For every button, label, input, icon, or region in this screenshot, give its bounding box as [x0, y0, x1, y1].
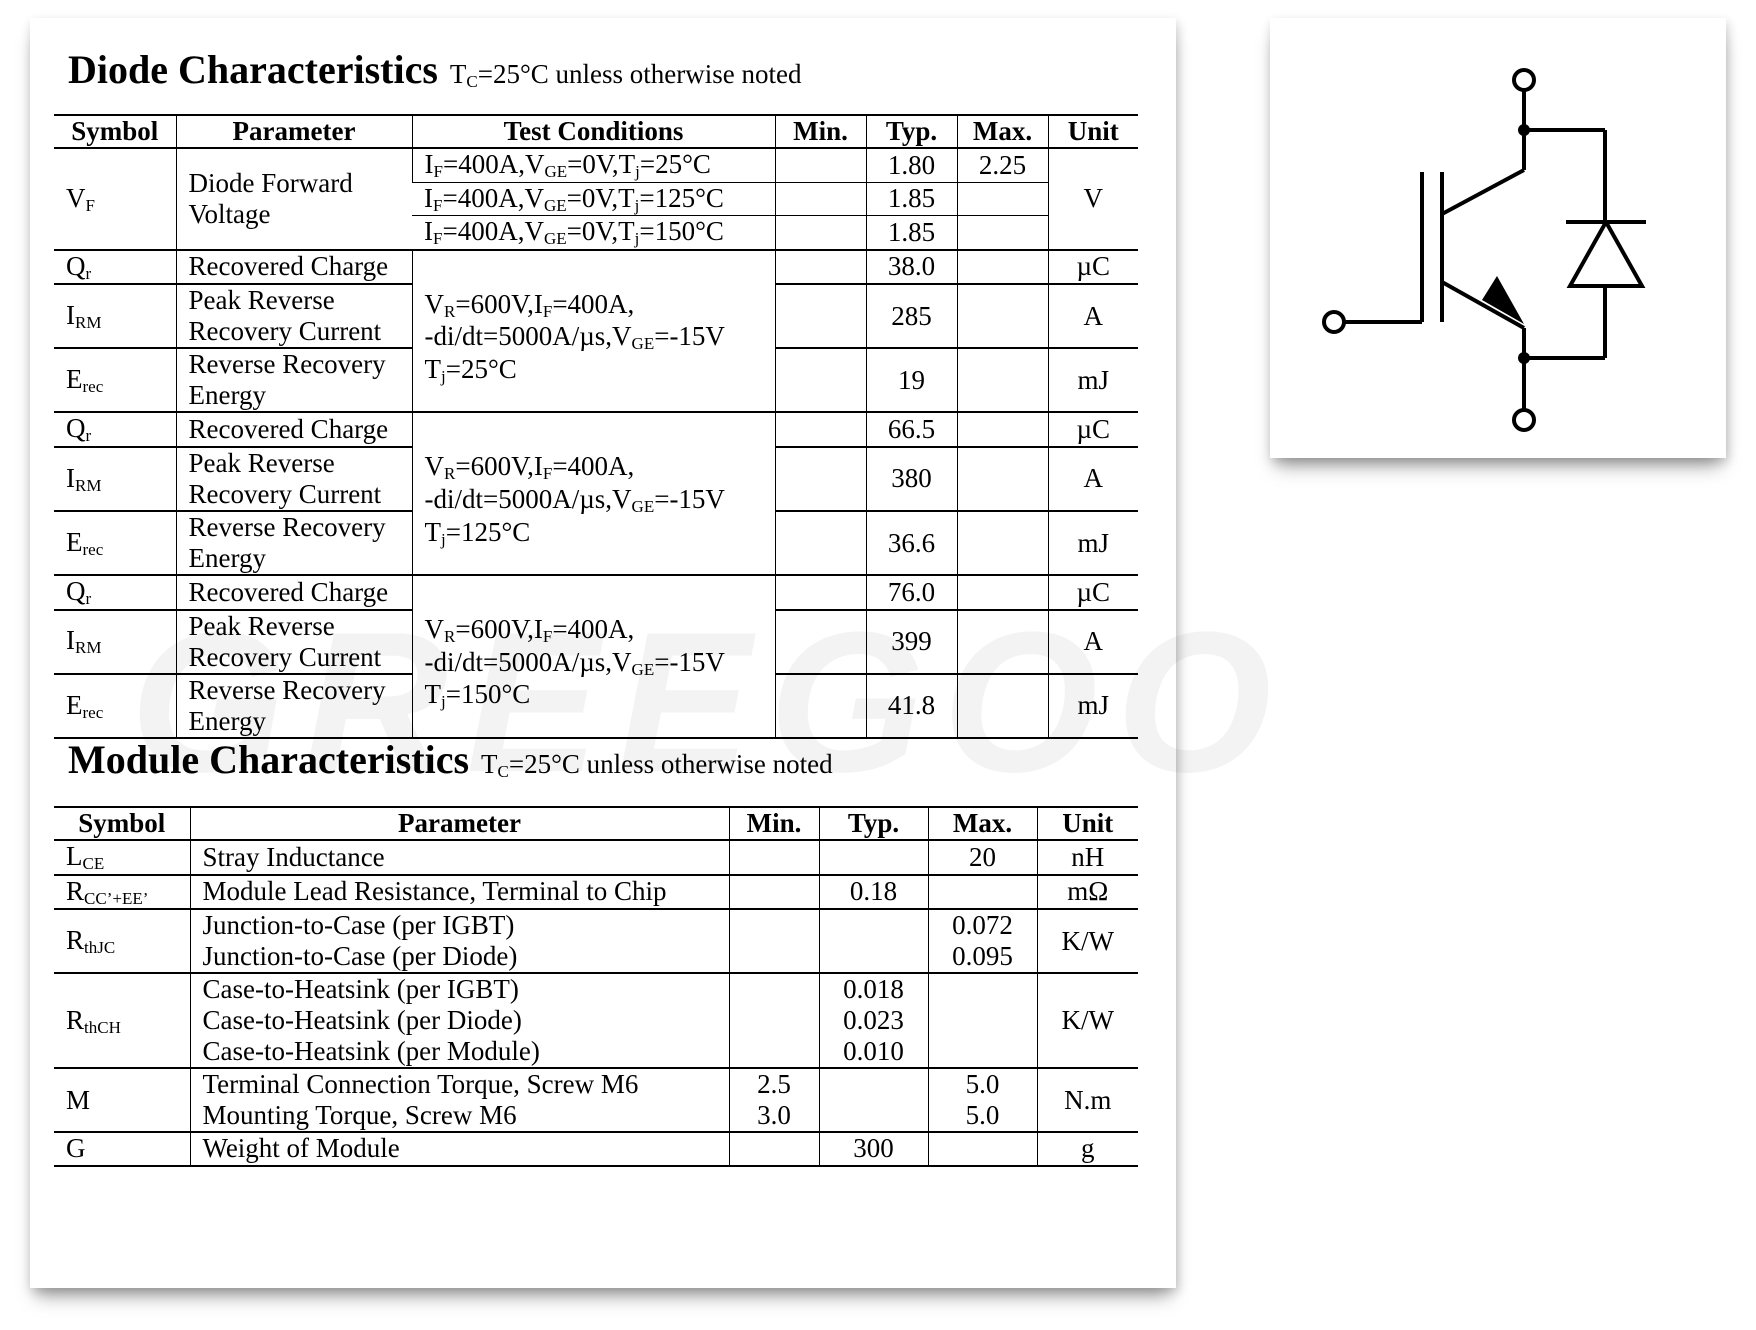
vf-max-2 [957, 182, 1048, 216]
param-forward-voltage: Diode Forward Voltage [176, 148, 412, 250]
symbol-vf: $V_F$ [54, 148, 176, 250]
qr-unit: µC [1048, 250, 1138, 285]
rthch-max [928, 973, 1037, 1068]
vf-typ-1: 1.80 [866, 148, 957, 182]
vf-max-3 [957, 216, 1048, 250]
lce-typ [819, 840, 928, 875]
table-header-row [54, 115, 1138, 148]
erec-typ: 19 [866, 348, 957, 412]
qr-min [775, 412, 866, 447]
symbol-erec: $E_{rec}$ [54, 674, 176, 738]
symbol-lce: $L_{CE}$ [54, 840, 190, 875]
module-characteristics-table [54, 806, 1138, 1167]
diode-section-title [68, 46, 802, 93]
symbol-g: G [54, 1132, 190, 1165]
vf-max-1: 2.25 [957, 148, 1048, 182]
igbt-with-antiparallel-diode-icon [1270, 18, 1726, 458]
cond-vf-150: $I_F=400A,V_{GE}=0V,T_j=150^\circ C$ [412, 216, 775, 250]
qr-max [957, 412, 1048, 447]
table-row [54, 412, 1138, 447]
diode-characteristics-table [54, 114, 1138, 739]
param-qr: Recovered Charge [176, 250, 412, 285]
irm-min [775, 610, 866, 674]
qr-min [775, 250, 866, 285]
rcc-typ: 0.18 [819, 875, 928, 910]
erec-unit: mJ [1048, 348, 1138, 412]
g-typ: 300 [819, 1132, 928, 1165]
param-rthch: Case-to-Heatsink (per IGBT) Case-to-Heatsink (per Diode) Case-to-Heatsink (per Module) [190, 973, 729, 1068]
irm-max [957, 610, 1048, 674]
test-conditions-group: $V_R=600V,I_F=400A$, $-di/dt=5000A/\mu s,V_{GE}=-15V$ $T_j=25^\circ C$ [412, 250, 775, 413]
vf-typ-3: 1.85 [866, 216, 957, 250]
qr-unit: µC [1048, 575, 1138, 610]
qr-typ: 38.0 [866, 250, 957, 285]
symbol-rcc: $R_{CC’+EE’}$ [54, 875, 190, 910]
table-row [54, 250, 1138, 285]
irm-unit: A [1048, 284, 1138, 348]
header-test-conditions: Test Conditions [412, 115, 775, 148]
table-row [54, 1068, 1138, 1132]
qr-max [957, 575, 1048, 610]
param-rthjc: Junction-to-Case (per IGBT) Junction-to-Case (per Diode) [190, 909, 729, 973]
m-max: 5.0 5.0 [928, 1068, 1037, 1132]
irm-max [957, 447, 1048, 511]
param-qr: Recovered Charge [176, 575, 412, 610]
irm-unit: A [1048, 610, 1138, 674]
erec-min [775, 511, 866, 575]
test-conditions-group: $V_R=600V,I_F=400A$, $-di/dt=5000A/\mu s,V_{GE}=-15V$ $T_j=150^\circ C$ [412, 575, 775, 738]
rcc-unit: mΩ [1037, 875, 1138, 910]
header-parameter: Parameter [176, 115, 412, 148]
rthjc-typ [819, 909, 928, 973]
symbol-rthch: $R_{thCH}$ [54, 973, 190, 1068]
header-max: Max. [957, 115, 1048, 148]
rthch-min [729, 973, 819, 1068]
header-max: Max. [928, 807, 1037, 840]
rthjc-max: 0.072 0.095 [928, 909, 1037, 973]
m-min: 2.5 3.0 [729, 1068, 819, 1132]
rthch-typ: 0.018 0.023 0.010 [819, 973, 928, 1068]
vf-min-1 [775, 148, 866, 182]
table-row [54, 973, 1138, 1068]
irm-typ: 285 [866, 284, 957, 348]
lce-max: 20 [928, 840, 1037, 875]
header-min: Min. [729, 807, 819, 840]
module-section-title [68, 736, 833, 783]
g-unit: g [1037, 1132, 1138, 1165]
irm-min [775, 284, 866, 348]
symbol-rthjc: $R_{thJC}$ [54, 909, 190, 973]
cond-vf-125: $I_F=400A,V_{GE}=0V,T_j=125^\circ C$ [412, 182, 775, 216]
m-unit: N.m [1037, 1068, 1138, 1132]
lce-min [729, 840, 819, 875]
g-max [928, 1132, 1037, 1165]
erec-min [775, 674, 866, 738]
table-header-row [54, 807, 1138, 840]
erec-max [957, 511, 1048, 575]
header-typ: Typ. [866, 115, 957, 148]
table-row [54, 575, 1138, 610]
param-torque: Terminal Connection Torque, Screw M6 Mounting Torque, Screw M6 [190, 1068, 729, 1132]
table-row [54, 1132, 1138, 1165]
rthjc-min [729, 909, 819, 973]
symbol-erec: $E_{rec}$ [54, 511, 176, 575]
header-symbol: Symbol [54, 115, 176, 148]
module-title: Module Characteristics [68, 737, 470, 782]
module-title-note: $T_C=25^\circ C$ unless otherwise noted [481, 749, 833, 781]
param-erec: Reverse Recovery Energy [176, 674, 412, 738]
symbol-qr: $Q_r$ [54, 412, 176, 447]
param-lead-resistance: Module Lead Resistance, Terminal to Chip [190, 875, 729, 910]
symbol-m: M [54, 1068, 190, 1132]
erec-max [957, 348, 1048, 412]
rcc-min [729, 875, 819, 910]
param-irm: Peak Reverse Recovery Current [176, 447, 412, 511]
header-typ: Typ. [819, 807, 928, 840]
irm-typ: 399 [866, 610, 957, 674]
header-symbol: Symbol [54, 807, 190, 840]
circuit-symbol-card [1270, 18, 1726, 458]
header-min: Min. [775, 115, 866, 148]
qr-typ: 66.5 [866, 412, 957, 447]
erec-max [957, 674, 1048, 738]
cond-vf-25: $I_F=400A,V_{GE}=0V,T_j=25^\circ C$ [412, 148, 775, 182]
irm-unit: A [1048, 447, 1138, 511]
irm-min [775, 447, 866, 511]
param-stray-inductance: Stray Inductance [190, 840, 729, 875]
param-irm: Peak Reverse Recovery Current [176, 284, 412, 348]
vf-typ-2: 1.85 [866, 182, 957, 216]
erec-typ: 41.8 [866, 674, 957, 738]
rthjc-unit: K/W [1037, 909, 1138, 973]
header-parameter: Parameter [190, 807, 729, 840]
qr-min [775, 575, 866, 610]
param-weight: Weight of Module [190, 1132, 729, 1165]
rcc-max [928, 875, 1037, 910]
symbol-erec: $E_{rec}$ [54, 348, 176, 412]
table-row [54, 875, 1138, 910]
qr-typ: 76.0 [866, 575, 957, 610]
erec-typ: 36.6 [866, 511, 957, 575]
test-conditions-group: $V_R=600V,I_F=400A$, $-di/dt=5000A/\mu s,V_{GE}=-15V$ $T_j=125^\circ C$ [412, 412, 775, 575]
diode-title: Diode Characteristics [68, 47, 438, 92]
param-irm: Peak Reverse Recovery Current [176, 610, 412, 674]
m-typ [819, 1068, 928, 1132]
symbol-irm: $I_{RM}$ [54, 447, 176, 511]
lce-unit: nH [1037, 840, 1138, 875]
table-row [54, 840, 1138, 875]
symbol-irm: $I_{RM}$ [54, 610, 176, 674]
vf-min-2 [775, 182, 866, 216]
erec-unit: mJ [1048, 674, 1138, 738]
qr-max [957, 250, 1048, 285]
g-min [729, 1132, 819, 1165]
rthch-unit: K/W [1037, 973, 1138, 1068]
erec-min [775, 348, 866, 412]
header-unit: Unit [1037, 807, 1138, 840]
vf-min-3 [775, 216, 866, 250]
vf-unit: V [1048, 148, 1138, 250]
qr-unit: µC [1048, 412, 1138, 447]
header-unit: Unit [1048, 115, 1138, 148]
irm-max [957, 284, 1048, 348]
erec-unit: mJ [1048, 511, 1138, 575]
symbol-qr: $Q_r$ [54, 575, 176, 610]
param-erec: Reverse Recovery Energy [176, 348, 412, 412]
param-qr: Recovered Charge [176, 412, 412, 447]
symbol-irm: $I_{RM}$ [54, 284, 176, 348]
table-row [54, 909, 1138, 973]
param-erec: Reverse Recovery Energy [176, 511, 412, 575]
table-row [54, 148, 1138, 182]
datasheet-page [30, 18, 1176, 1288]
diode-title-note: $T_C=25^\circ C$ unless otherwise noted [449, 59, 802, 91]
irm-typ: 380 [866, 447, 957, 511]
symbol-qr: $Q_r$ [54, 250, 176, 285]
